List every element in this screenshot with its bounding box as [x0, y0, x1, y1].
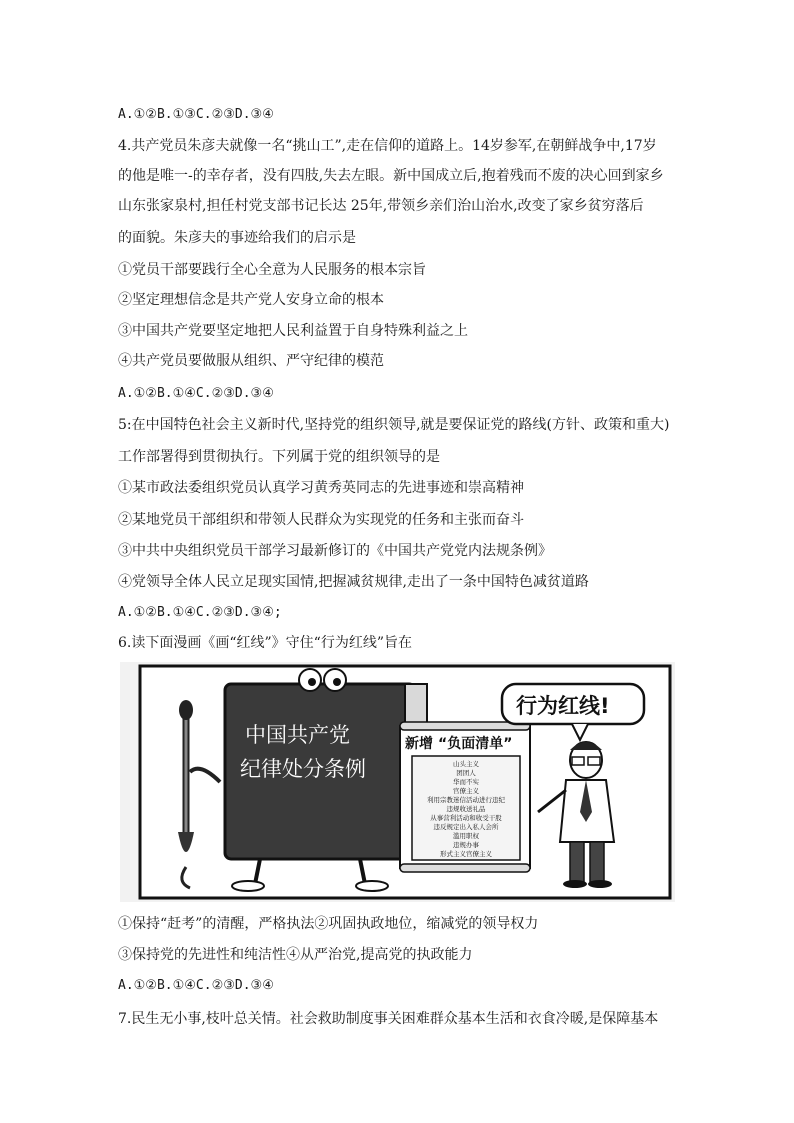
- q6-stem: 6.读下面漫画《画“红线”》守住“行为红线”旨在: [118, 635, 412, 651]
- q4-options: A.①②B.①④C.②③D.③④: [118, 386, 274, 401]
- negative-list-item: 华而不实: [453, 778, 479, 786]
- disciplinary-regulations-book: [225, 669, 427, 891]
- negative-list-item: 利用宗教迷信活动进行违纪: [427, 796, 505, 804]
- q5-stem-line-1: 5:在中国特色社会主义新时代,坚持党的组织领导,就是要保证党的路线(方针、政策和重大): [118, 417, 670, 433]
- book-title-line-1: 中国共产党: [245, 723, 350, 747]
- negative-list-item: 山头主义: [453, 760, 479, 768]
- q7-stem-line-1: 7.民生无小事,枝叶总关情。社会救助制度事关困难群众基本生活和衣食冷暖,是保障基本: [118, 1011, 659, 1027]
- q5-statement-2: ②某地党员干部组织和带领人民群众为实现党的任务和主张而奋斗: [118, 512, 524, 528]
- q5-stem-line-2: 工作部署得到贯彻执行。下列属于党的组织领导的是: [118, 449, 440, 465]
- q4-stem-line-1: 4.共产党员朱彦夫就像一名“挑山工”,走在信仰的道路上。14岁参军,在朝鲜战争中,17岁: [118, 138, 657, 154]
- q5-options: A.①②B.①④C.②③D.③④;: [118, 605, 282, 620]
- q5-statement-3: ③中共中央组织党员干部学习最新修订的《中国共产党党内法规条例》: [118, 543, 552, 559]
- q6-options: A.①②B.①④C.②③D.③④: [118, 978, 274, 993]
- negative-list-item: 官僚主义: [453, 787, 479, 795]
- negative-list-item: 从事营利活动和收受干股: [430, 814, 502, 822]
- q4-statement-3: ③中国共产党要坚定地把人民利益置于自身特殊利益之上: [118, 323, 468, 339]
- q4-statement-4: ④共产党员要做服从组织、严守纪律的模范: [118, 353, 384, 369]
- book-title-line-2: 纪律处分条例: [240, 757, 366, 781]
- negative-list-item: 违反规定出入私人会所: [433, 823, 499, 831]
- q4-stem-line-3: 山东张家泉村,担任村党支部书记长达 25年,带领乡亲们治山治水,改变了家乡贫穷落后: [118, 198, 644, 214]
- q4-statement-2: ②坚定理想信念是共产党人安身立命的根本: [118, 292, 384, 308]
- negative-list-item: 团团人: [456, 769, 476, 777]
- q5-statement-4: ④党领导全体人民立足现实国情,把握减贫规律,走出了一条中国特色减贫道路: [118, 574, 589, 590]
- q4-stem-line-2: 的他是唯一-的幸存者，没有四肢,失去左眼。新中国成立后,抱着残而不废的决心回到家乡: [118, 168, 664, 184]
- negative-list-scroll: [400, 722, 530, 872]
- cartoon-image: [120, 662, 675, 902]
- q3-options: A.①②B.①③C.②③D.③④: [118, 107, 274, 122]
- q6-statements-1-2: ①保持“赶考”的清醒，严格执法②巩固执政地位，缩减党的领导权力: [118, 916, 539, 932]
- q4-stem-line-4: 的面貌。朱彦夫的事迹给我们的启示是: [118, 230, 356, 246]
- q5-statement-1: ①某市政法委组织党员认真学习黄秀英同志的先进事迹和崇高精神: [118, 480, 524, 496]
- negative-list-item: 滥用职权: [453, 832, 479, 840]
- list-title-negative-list: “负面清单”: [438, 736, 513, 752]
- negative-list-item: 违规办事: [453, 841, 479, 849]
- list-title-new: 新增: [405, 736, 433, 752]
- q4-statement-1: ①党员干部要践行全心全意为人民服务的根本宗旨: [118, 262, 426, 278]
- q6-statements-3-4: ③保持党的先进性和纯洁性④从严治党,提高党的执政能力: [118, 947, 473, 963]
- bubble-text: 行为红线!: [516, 694, 610, 718]
- negative-list-item: 违规收送礼品: [446, 805, 486, 813]
- negative-list-item: 形式主义官僚主义: [440, 850, 492, 858]
